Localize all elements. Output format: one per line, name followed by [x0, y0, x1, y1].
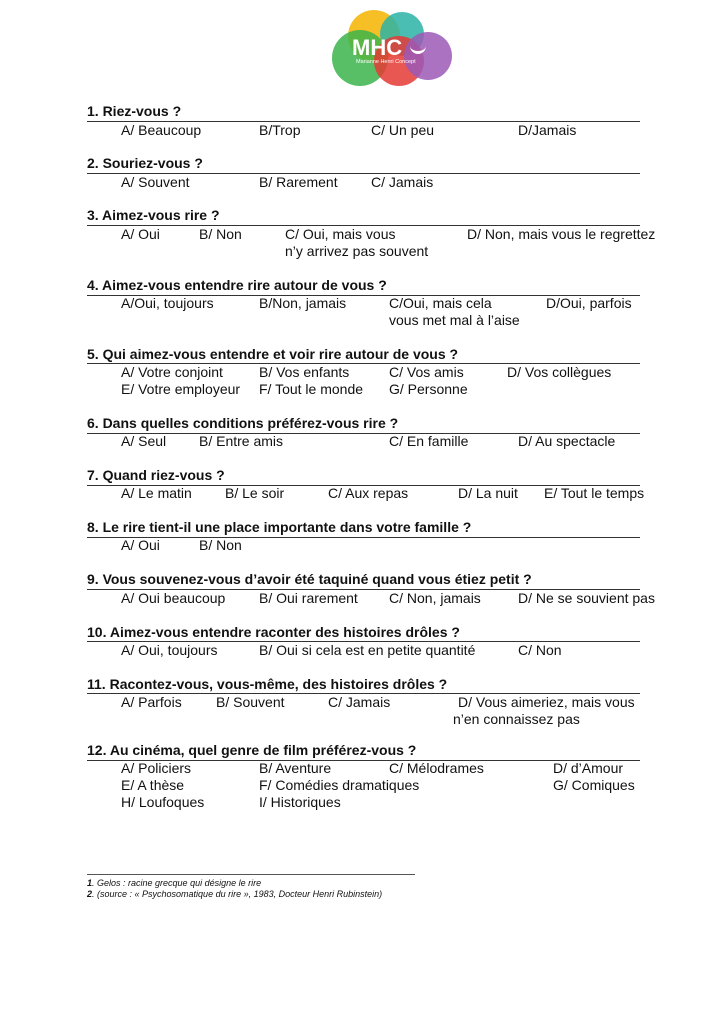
answer-option: A/ Votre conjoint: [121, 364, 223, 380]
question-title: 1. Riez-vous ?: [87, 103, 182, 119]
answer-option: B/Trop: [259, 122, 301, 138]
answer-option: B/ Vos enfants: [259, 364, 350, 380]
answer-option: C/ Non: [518, 642, 562, 658]
answer-option: D/ La nuit: [458, 485, 518, 501]
answer-option: B/ Entre amis: [199, 433, 284, 449]
answer-option: C/ Un peu: [371, 122, 435, 138]
answer-option: B/ Souvent: [216, 694, 285, 710]
answer-option-continued: vous met mal à l’aise: [389, 312, 520, 328]
question-title: 10. Aimez-vous entendre raconter des histoires drôles ?: [87, 624, 460, 640]
question-title: 3. Aimez-vous rire ?: [87, 207, 220, 223]
logo-text: MHC: [352, 35, 403, 60]
answer-option: D/ Vous aimeriez, mais vous: [458, 694, 635, 710]
answer-option: C/ Mélodrames: [389, 760, 484, 776]
answer-option: A/ Souvent: [121, 174, 190, 190]
answer-option: D/ Ne se souvient pas: [518, 590, 655, 606]
answer-option: I/ Historiques: [259, 794, 341, 810]
answer-option: A/ Seul: [121, 433, 167, 449]
answer-option: A/ Oui: [121, 226, 160, 242]
answer-option-continued: n’y arrivez pas souvent: [285, 243, 429, 259]
answer-option: B/ Aventure: [259, 760, 332, 776]
footnote: [87, 878, 261, 888]
answer-option: E/ Tout le temps: [544, 485, 645, 501]
answer-option: D/ Au spectacle: [518, 433, 616, 449]
footnote-text: . (source : « Psychosomatique du rire », 1983, Docteur Henri Rubinstein): [92, 889, 383, 899]
answer-option: C/ Aux repas: [328, 485, 409, 501]
answer-option: F/ Comédies dramatiques: [259, 777, 420, 793]
footnote-text: . Gelos : racine grecque qui désigne le rire: [92, 878, 262, 888]
question-title: 2. Souriez-vous ?: [87, 155, 203, 171]
answer-option: A/Oui, toujours: [121, 295, 214, 311]
answer-option-continued: n’en connaissez pas: [453, 711, 580, 727]
answer-option: F/ Tout le monde: [259, 381, 364, 397]
answer-option: B/ Non: [199, 226, 242, 242]
answer-option: A/ Policiers: [121, 760, 192, 776]
answer-option: B/ Oui rarement: [259, 590, 358, 606]
question-title: 9. Vous souvenez-vous d’avoir été taquiné quand vous étiez petit ?: [87, 571, 532, 587]
answer-option: A/ Oui: [121, 537, 160, 553]
question-title: 4. Aimez-vous entendre rire autour de vous ?: [87, 277, 387, 293]
answer-option: B/ Non: [199, 537, 242, 553]
question-title: 8. Le rire tient-il une place importante dans votre famille ?: [87, 519, 472, 535]
answer-option: D/ d’Amour: [553, 760, 624, 776]
answer-option: H/ Loufoques: [121, 794, 205, 810]
answer-option: A/ Beaucoup: [121, 122, 202, 138]
question-rule: [87, 537, 640, 538]
question-title: 6. Dans quelles conditions préférez-vous rire ?: [87, 415, 399, 431]
logo-subtitle: Marianne Henri Concept: [356, 59, 416, 65]
answer-option: C/ Jamais: [371, 174, 434, 190]
answer-option: G/ Comiques: [553, 777, 635, 793]
answer-option: C/ En famille: [389, 433, 469, 449]
answer-option: A/ Parfois: [121, 694, 182, 710]
question-title: 12. Au cinéma, quel genre de film préférez-vous ?: [87, 742, 417, 758]
answer-option: B/ Le soir: [225, 485, 285, 501]
mhc-logo: [330, 10, 455, 88]
answer-option: B/ Rarement: [259, 174, 338, 190]
question-title: 5. Qui aimez-vous entendre et voir rire autour de vous ?: [87, 346, 459, 362]
answer-option: E/ Votre employeur: [121, 381, 241, 397]
answer-option: C/ Oui, mais vous: [285, 226, 396, 242]
logo-circle-purple: [404, 32, 452, 80]
footnote-number: 2: [87, 889, 93, 899]
footnote-number: 1: [87, 878, 93, 888]
answer-option: G/ Personne: [389, 381, 468, 397]
answer-option: C/Oui, mais cela: [389, 295, 492, 311]
answer-option: D/ Non, mais vous le regrettez: [467, 226, 656, 242]
answer-option: C/ Jamais: [328, 694, 391, 710]
answer-option: D/Oui, parfois: [546, 295, 632, 311]
question-title: 7. Quand riez-vous ?: [87, 467, 225, 483]
answer-option: D/ Vos collègues: [507, 364, 612, 380]
answer-option: B/Non, jamais: [259, 295, 347, 311]
footnote-rule: [87, 874, 415, 875]
answer-option: A/ Oui beaucoup: [121, 590, 226, 606]
answer-option: A/ Le matin: [121, 485, 192, 501]
answer-option: A/ Oui, toujours: [121, 642, 218, 658]
answer-option: D/Jamais: [518, 122, 577, 138]
answer-option: C/ Vos amis: [389, 364, 464, 380]
answer-option: C/ Non, jamais: [389, 590, 481, 606]
answer-option: B/ Oui si cela est en petite quantité: [259, 642, 476, 658]
footnote: [87, 889, 382, 899]
answer-option: E/ A thèse: [121, 777, 185, 793]
question-title: 11. Racontez-vous, vous-même, des histoires drôles ?: [87, 676, 448, 692]
